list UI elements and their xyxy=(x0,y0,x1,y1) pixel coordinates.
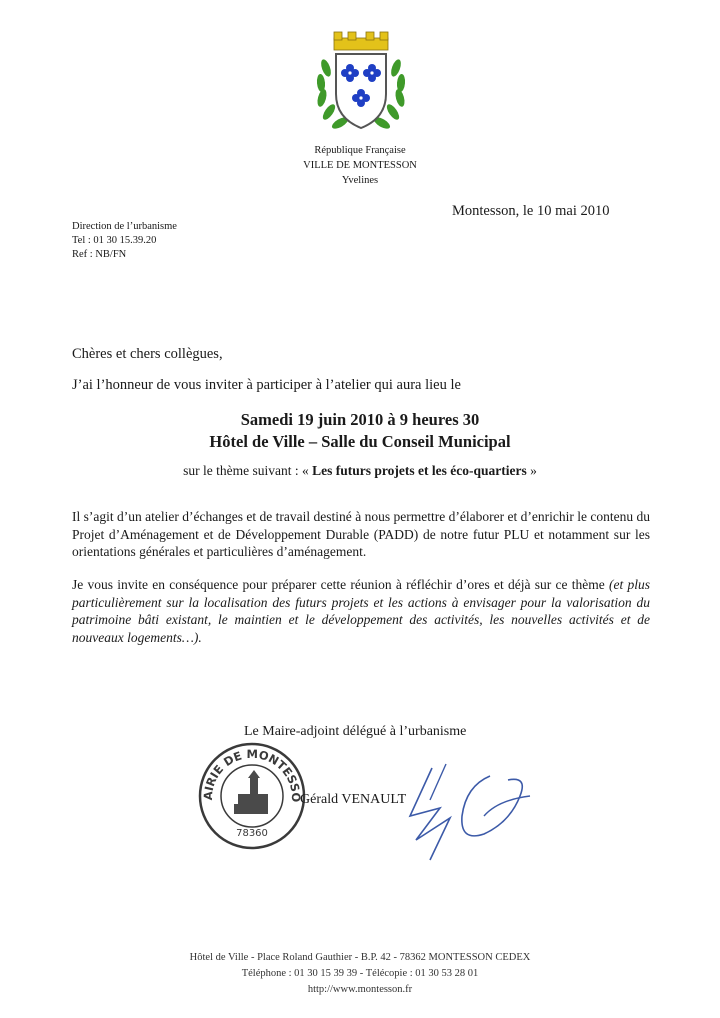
handwritten-signature-icon xyxy=(380,756,540,868)
theme-line xyxy=(0,463,720,479)
theme-prefix: sur le thème suivant : « xyxy=(183,463,309,478)
svg-text:MAIRIE DE MONTESSON xyxy=(196,740,303,803)
letter-date: Montesson, le 10 mai 2010 xyxy=(452,203,610,219)
footer-website[interactable]: http://www.montesson.fr xyxy=(307,984,413,995)
event-date: Samedi 19 juin 2010 à 9 heures 30 xyxy=(240,410,480,429)
official-stamp-icon xyxy=(196,740,308,852)
event-place: Hôtel de Ville – Salle du Conseil Municipal xyxy=(209,432,511,451)
header-city: VILLE DE MONTESSON xyxy=(303,160,417,171)
greeting: Chères et chers collègues, xyxy=(72,346,223,362)
paragraph-invitation-details: (et plus particulièrement sur la localisation des futurs projets et les actions à envisager pour la valorisation du patrimoine bâti existant, le maintien et le développement des activités, les nouvelles activités et de nouveaux logements…). xyxy=(72,577,650,645)
paragraph-invitation-text: Je vous invite en conséquence pour préparer cette réunion à réfléchir d’ores et déjà sur ce thème xyxy=(72,577,605,592)
theme-title: Les futurs projets et les éco-quartiers xyxy=(312,463,527,478)
intro-line: J’ai l’honneur de vous inviter à participer à l’atelier qui aura lieu le xyxy=(72,377,461,393)
sender-ref: Ref : NB/FN xyxy=(72,249,127,260)
signature-title: Le Maire-adjoint délégué à l’urbanisme xyxy=(244,724,467,739)
paragraph-invitation xyxy=(72,576,650,646)
sender-tel: Tel : 01 30 15.39.20 xyxy=(72,235,157,246)
header-department: Yvelines xyxy=(341,175,379,186)
header-republic: République Française xyxy=(314,145,406,156)
sender-department: Direction de l’urbanisme xyxy=(72,221,177,232)
footer-address: Hôtel de Ville - Place Roland Gauthier - B.P. 42 - 78362 MONTESSON CEDEX xyxy=(189,952,531,963)
city-crest-icon xyxy=(312,28,410,140)
signer-name: Gérald VENAULT xyxy=(300,792,407,807)
theme-suffix: » xyxy=(530,463,537,478)
stamp-postcode: 78360 xyxy=(236,828,268,839)
paragraph-workshop: Il s’agit d’un atelier d’échanges et de travail destiné à nous permettre d’élaborer et d’enrichir le contenu du Projet d’Aménagement et de Développement Durable (PADD) de notre futur PLU et notamment sur les orientations générales et particulières d’aménagement. xyxy=(72,509,650,560)
footer-phones: Téléphone : 01 30 15 39 39 - Télécopie : 01 30 53 28 01 xyxy=(241,968,479,979)
stamp-top-text: AIRIE DE MONTESSO xyxy=(200,746,304,803)
